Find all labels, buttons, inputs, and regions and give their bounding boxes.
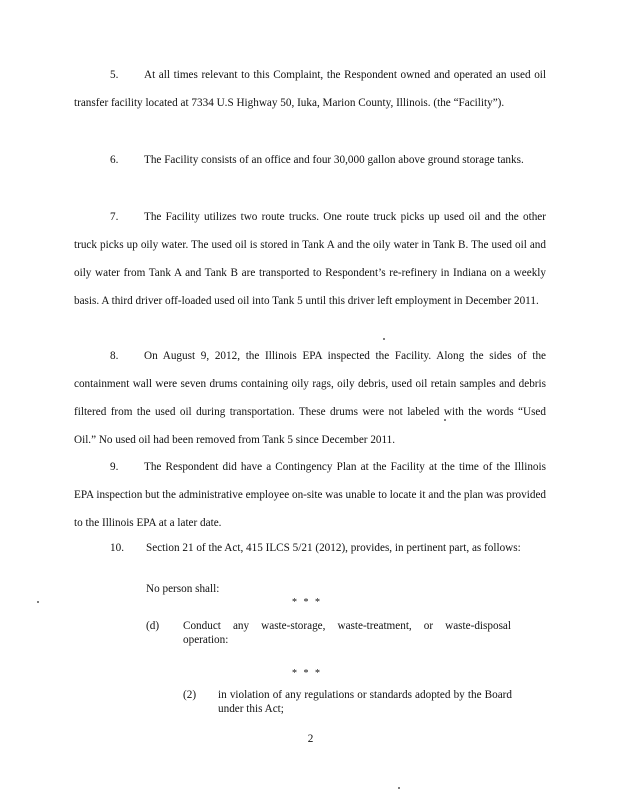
paragraph-number: 6. (110, 154, 119, 166)
paragraph-8 (74, 342, 546, 454)
paragraph-text: The Facility consists of an office and four 30,000 gallon above ground storage tanks. (144, 154, 524, 166)
item-2-text: in violation of any regulations or standards adopted by the Board under this Act; (218, 689, 512, 715)
paragraph-5 (74, 61, 546, 117)
item-label-d: (d) (146, 620, 160, 632)
paragraph-number: 5. (110, 69, 119, 81)
scan-speck (37, 601, 39, 603)
paragraph-text: At all times relevant to this Complaint, the Respondent owned and operated an used oil transfer facility located at 7334 U.S Highway 50, Iuka, Marion County, Illinois. (the “Facility”). (74, 69, 546, 109)
item-label-2: (2) (183, 689, 197, 701)
paragraph-text: The Respondent did have a Contingency Plan at the Facility at the time of the Illinois EPA inspection but the administrative employee on-site was unable to locate it and the plan was provided to the Illinois EPA at a later date. (74, 461, 546, 529)
paragraph-text: Section 21 of the Act, 415 ILCS 5/21 (2012), provides, in pertinent part, as follows: (146, 542, 521, 554)
paragraph-10 (74, 541, 546, 555)
statute-intro: No person shall: (146, 583, 220, 595)
paragraph-9 (74, 453, 546, 537)
item-d-text: Conduct any waste-storage, waste-treatment, or waste-disposal operation: (183, 620, 511, 646)
scan-speck (383, 338, 385, 340)
paragraph-number: 7. (110, 211, 119, 223)
paragraph-text: The Facility utilizes two route trucks. One route truck picks up used oil and the other truck picks up oily water. The used oil is stored in Tank A and the oily water in Tank B. The used oil and oily water from Tank A and Tank B are transported to Respondent’s re-refinery in Indiana on a weekly basis. A third driver off-loaded used oil into Tank 5 until this driver left employment in December 2011. (74, 211, 546, 307)
paragraph-6 (74, 146, 546, 174)
ellipsis-stars: * * * (292, 597, 322, 608)
page-number: 2 (307, 733, 314, 745)
paragraph-number: 9. (110, 461, 119, 473)
paragraph-7 (74, 203, 546, 315)
scan-speck (398, 787, 400, 789)
paragraph-number: 10. (110, 542, 124, 554)
paragraph-text: On August 9, 2012, the Illinois EPA inspected the Facility. Along the sides of the containment wall were seven drums containing oily rags, oily debris, used oil retain samples and debris filtered from the used oil during transportation. These drums were not labeled with the words “Used Oil.” No used oil had been removed from Tank 5 since December 2011. (74, 350, 546, 446)
ellipsis-stars: * * * (292, 668, 322, 679)
paragraph-number: 8. (110, 350, 119, 362)
scan-speck (444, 419, 446, 421)
